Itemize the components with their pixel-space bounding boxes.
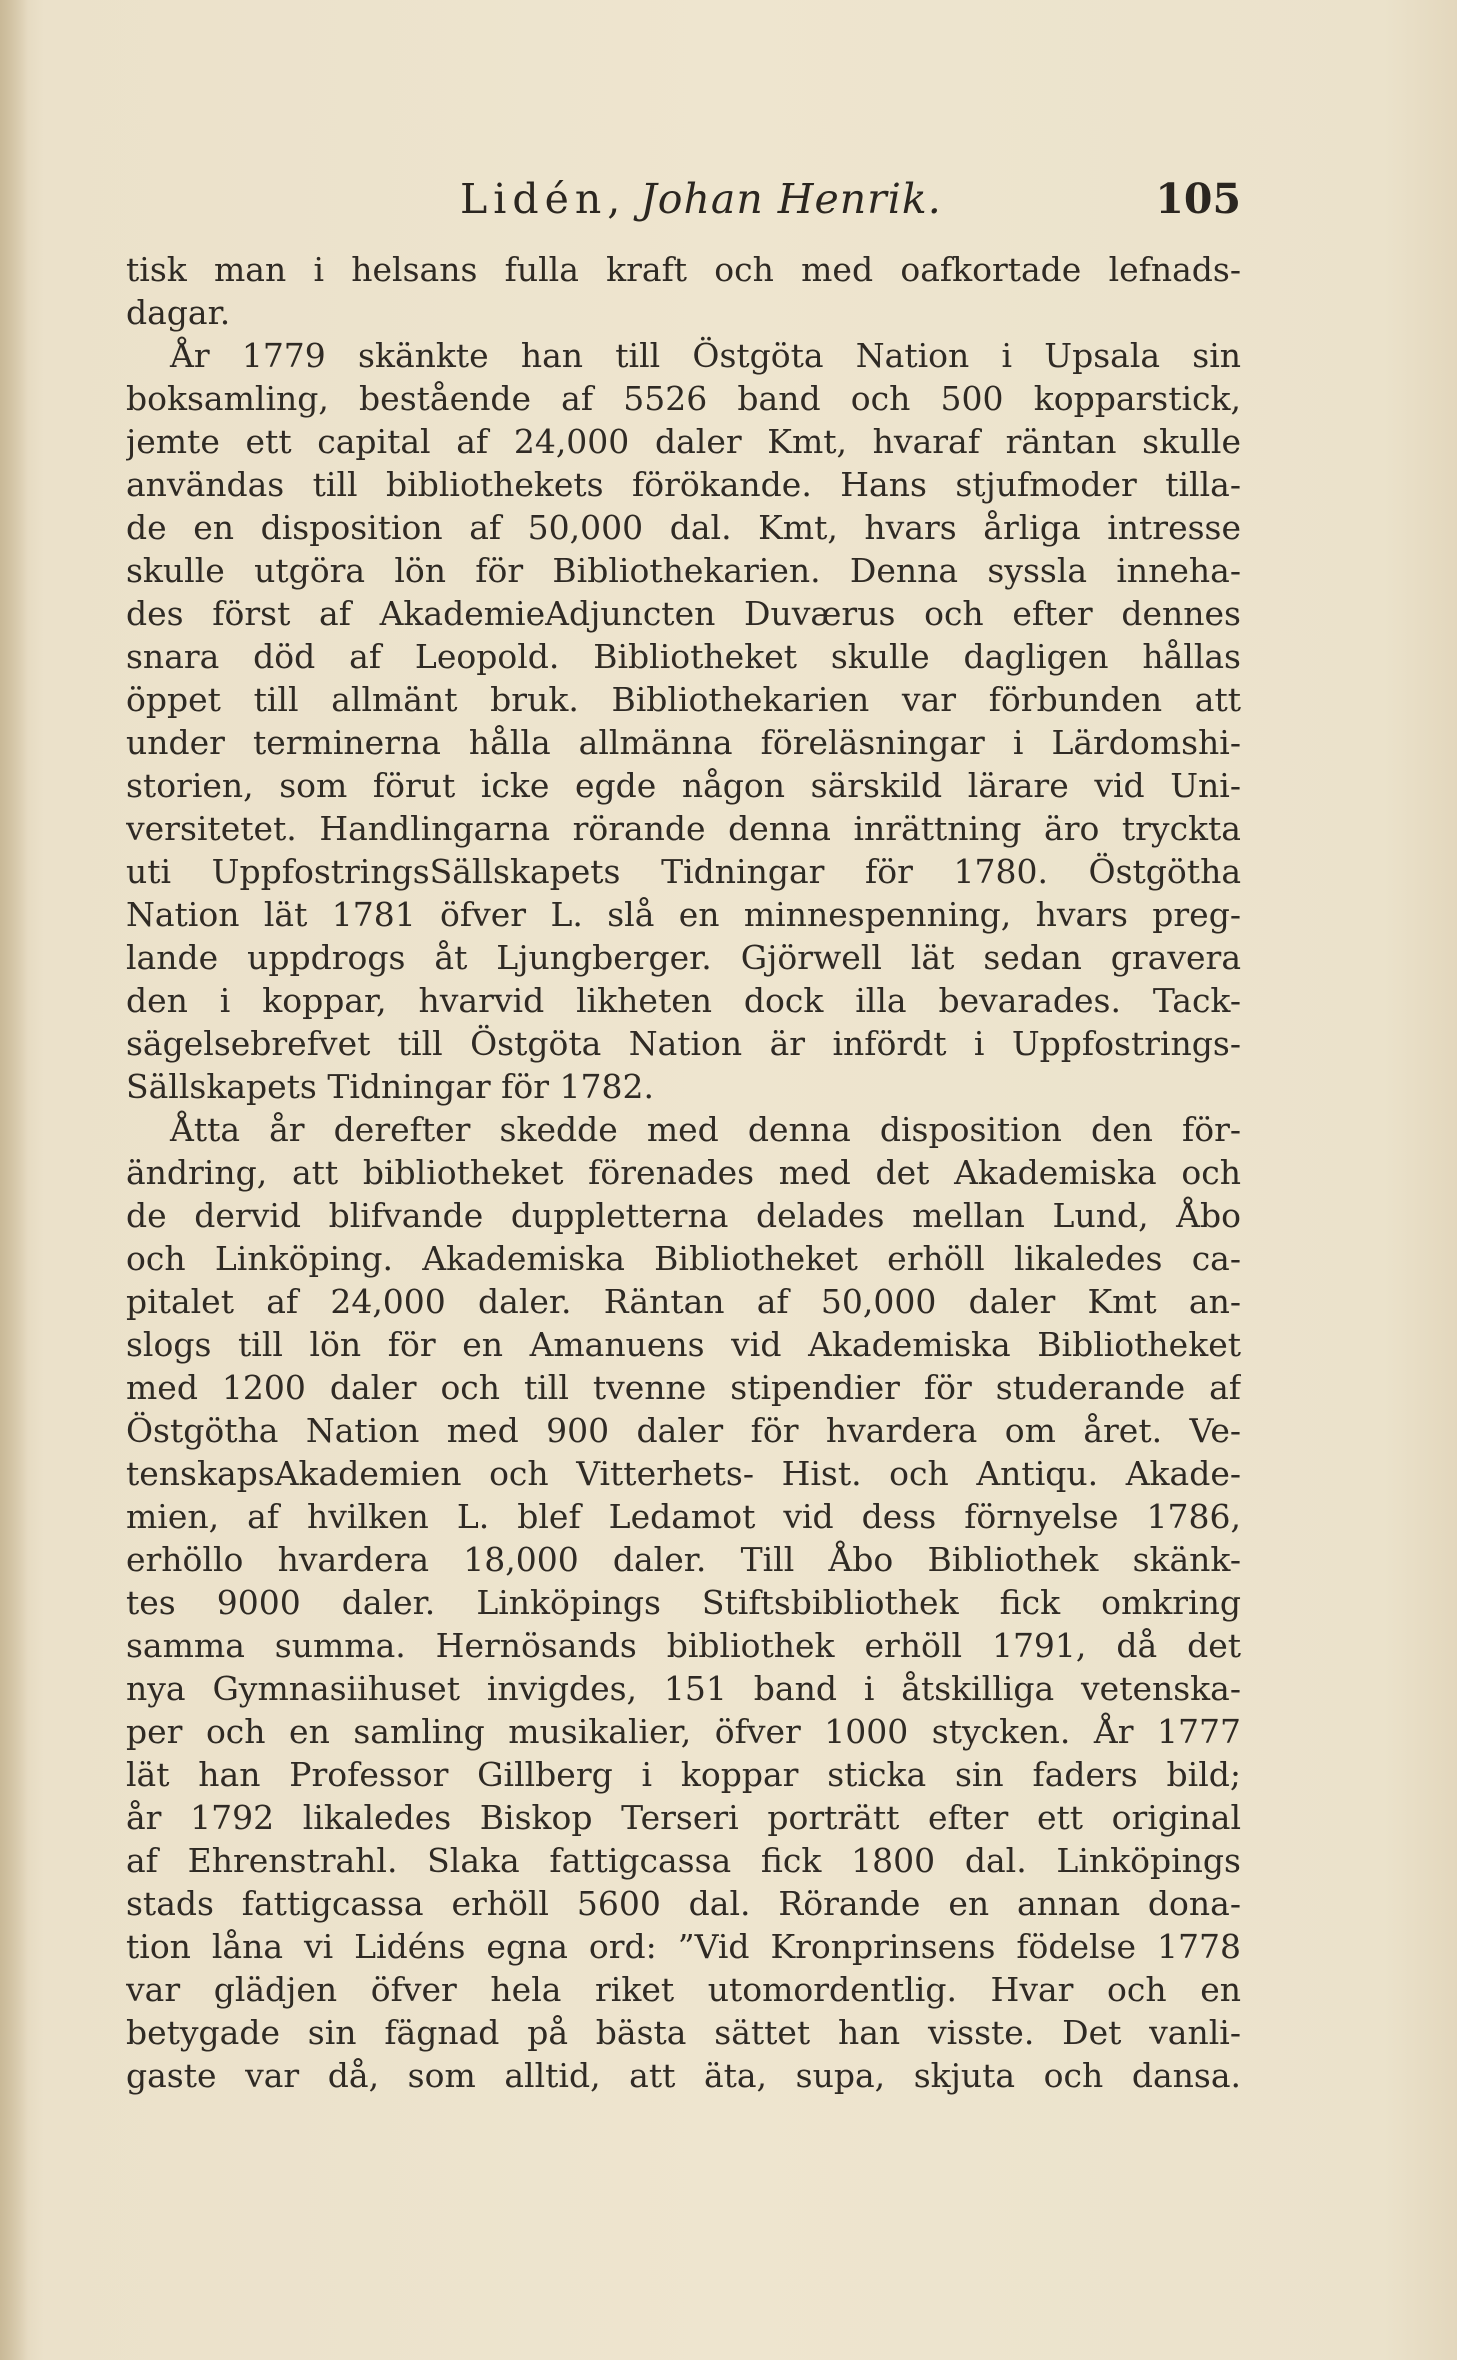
page-number: 105: [1155, 175, 1241, 223]
text-line: år 1792 likaledes Biskop Terseri porträtt efter ett original: [126, 1798, 1241, 1837]
text-line: jemte ett capital af 24,000 daler Kmt, hvaraf räntan skulle: [126, 422, 1241, 461]
text-line: lande uppdrogs åt Ljungberger. Gjörwell lät sedan gravera: [126, 938, 1241, 977]
text-line: Nation lät 1781 öfver L. slå en minnespenning, hvars preg-: [126, 895, 1241, 934]
text-line: År 1779 skänkte han till Östgöta Nation i Upsala sin: [170, 336, 1241, 375]
running-head-surname: Lidén,: [460, 175, 627, 223]
text-line: erhöllo hvardera 18,000 daler. Till Åbo Bibliothek skänk-: [126, 1540, 1241, 1579]
text-line: var glädjen öfver hela riket utomordentlig. Hvar och en: [126, 1970, 1241, 2009]
text-line: de en disposition af 50,000 dal. Kmt, hvars årliga intresse: [126, 508, 1241, 547]
text-line: Östgötha Nation med 900 daler för hvardera om året. Ve-: [126, 1411, 1241, 1450]
text-line: versitetet. Handlingarna rörande denna inrättning äro tryckta: [126, 809, 1241, 848]
text-line: tion låna vi Lidéns egna ord: ”Vid Kronprinsens födelse 1778: [126, 1927, 1241, 1966]
text-line: under terminerna hålla allmänna föreläsningar i Lärdomshi-: [126, 723, 1241, 762]
text-line: Sällskapets Tidningar för 1782.: [126, 1067, 654, 1106]
text-line: slogs till lön för en Amanuens vid Akademiska Bibliotheket: [126, 1325, 1241, 1364]
running-head-given-name: Johan Henrik.: [640, 175, 942, 223]
text-line: pitalet af 24,000 daler. Räntan af 50,000 daler Kmt an-: [126, 1282, 1241, 1321]
text-line: betygade sin fägnad på bästa sättet han visste. Det vanli-: [126, 2013, 1241, 2052]
text-line: ändring, att bibliotheket förenades med det Akademiska och: [126, 1153, 1241, 1192]
text-line: tisk man i helsans fulla kraft och med oafkortade lefnads-: [126, 250, 1241, 289]
text-line: uti UppfostringsSällskapets Tidningar för 1780. Östgötha: [126, 852, 1241, 891]
text-line: skulle utgöra lön för Bibliothekarien. Denna syssla inneha-: [126, 551, 1241, 590]
text-line: de dervid blifvande duppletterna delades mellan Lund, Åbo: [126, 1196, 1241, 1235]
text-line: gaste var då, som alltid, att äta, supa, skjuta och dansa.: [126, 2056, 1241, 2095]
gutter-shadow: [0, 0, 28, 2360]
text-line: sägelsebrefvet till Östgöta Nation är infördt i Uppfostrings-: [126, 1024, 1241, 1063]
text-line: med 1200 daler och till tvenne stipendier för studerande af: [126, 1368, 1241, 1407]
text-line: per och en samling musikalier, öfver 1000 stycken. År 1777: [126, 1712, 1241, 1751]
text-line: öppet till allmänt bruk. Bibliothekarien var förbunden att: [126, 680, 1241, 719]
text-line: snara död af Leopold. Bibliotheket skulle dagligen hållas: [126, 637, 1241, 676]
text-line: boksamling, bestående af 5526 band och 500 kopparstick,: [126, 379, 1241, 418]
text-line: storien, som förut icke egde någon särskild lärare vid Uni-: [126, 766, 1241, 805]
text-line: samma summa. Hernösands bibliothek erhöll 1791, då det: [126, 1626, 1241, 1665]
text-line: användas till bibliothekets förökande. Hans stjufmoder tilla-: [126, 465, 1241, 504]
text-line: tenskapsAkademien och Vitterhets- Hist. och Antiqu. Akade-: [126, 1454, 1241, 1493]
text-line: stads fattigcassa erhöll 5600 dal. Rörande en annan dona-: [126, 1884, 1241, 1923]
text-line: mien, af hvilken L. blef Ledamot vid dess förnyelse 1786,: [126, 1497, 1241, 1536]
text-line: nya Gymnasiihuset invigdes, 151 band i åtskilliga vetenska-: [126, 1669, 1241, 1708]
body-text: [126, 248, 1241, 2097]
running-head-title: [460, 175, 942, 223]
text-line: dagar.: [126, 293, 231, 332]
text-line: den i koppar, hvarvid likheten dock illa bevarades. Tack-: [126, 981, 1241, 1020]
text-line: des först af AkademieAdjuncten Duværus och efter dennes: [126, 594, 1241, 633]
text-line: och Linköping. Akademiska Bibliotheket erhöll likaledes ca-: [126, 1239, 1241, 1278]
running-head: [126, 175, 1241, 235]
text-line: lät han Professor Gillberg i koppar sticka sin faders bild;: [126, 1755, 1241, 1794]
text-line: Åtta år derefter skedde med denna disposition den för-: [170, 1110, 1241, 1149]
text-line: af Ehrenstrahl. Slaka fattigcassa fick 1800 dal. Linköpings: [126, 1841, 1241, 1880]
text-line: tes 9000 daler. Linköpings Stiftsbibliothek fick omkring: [126, 1583, 1241, 1622]
